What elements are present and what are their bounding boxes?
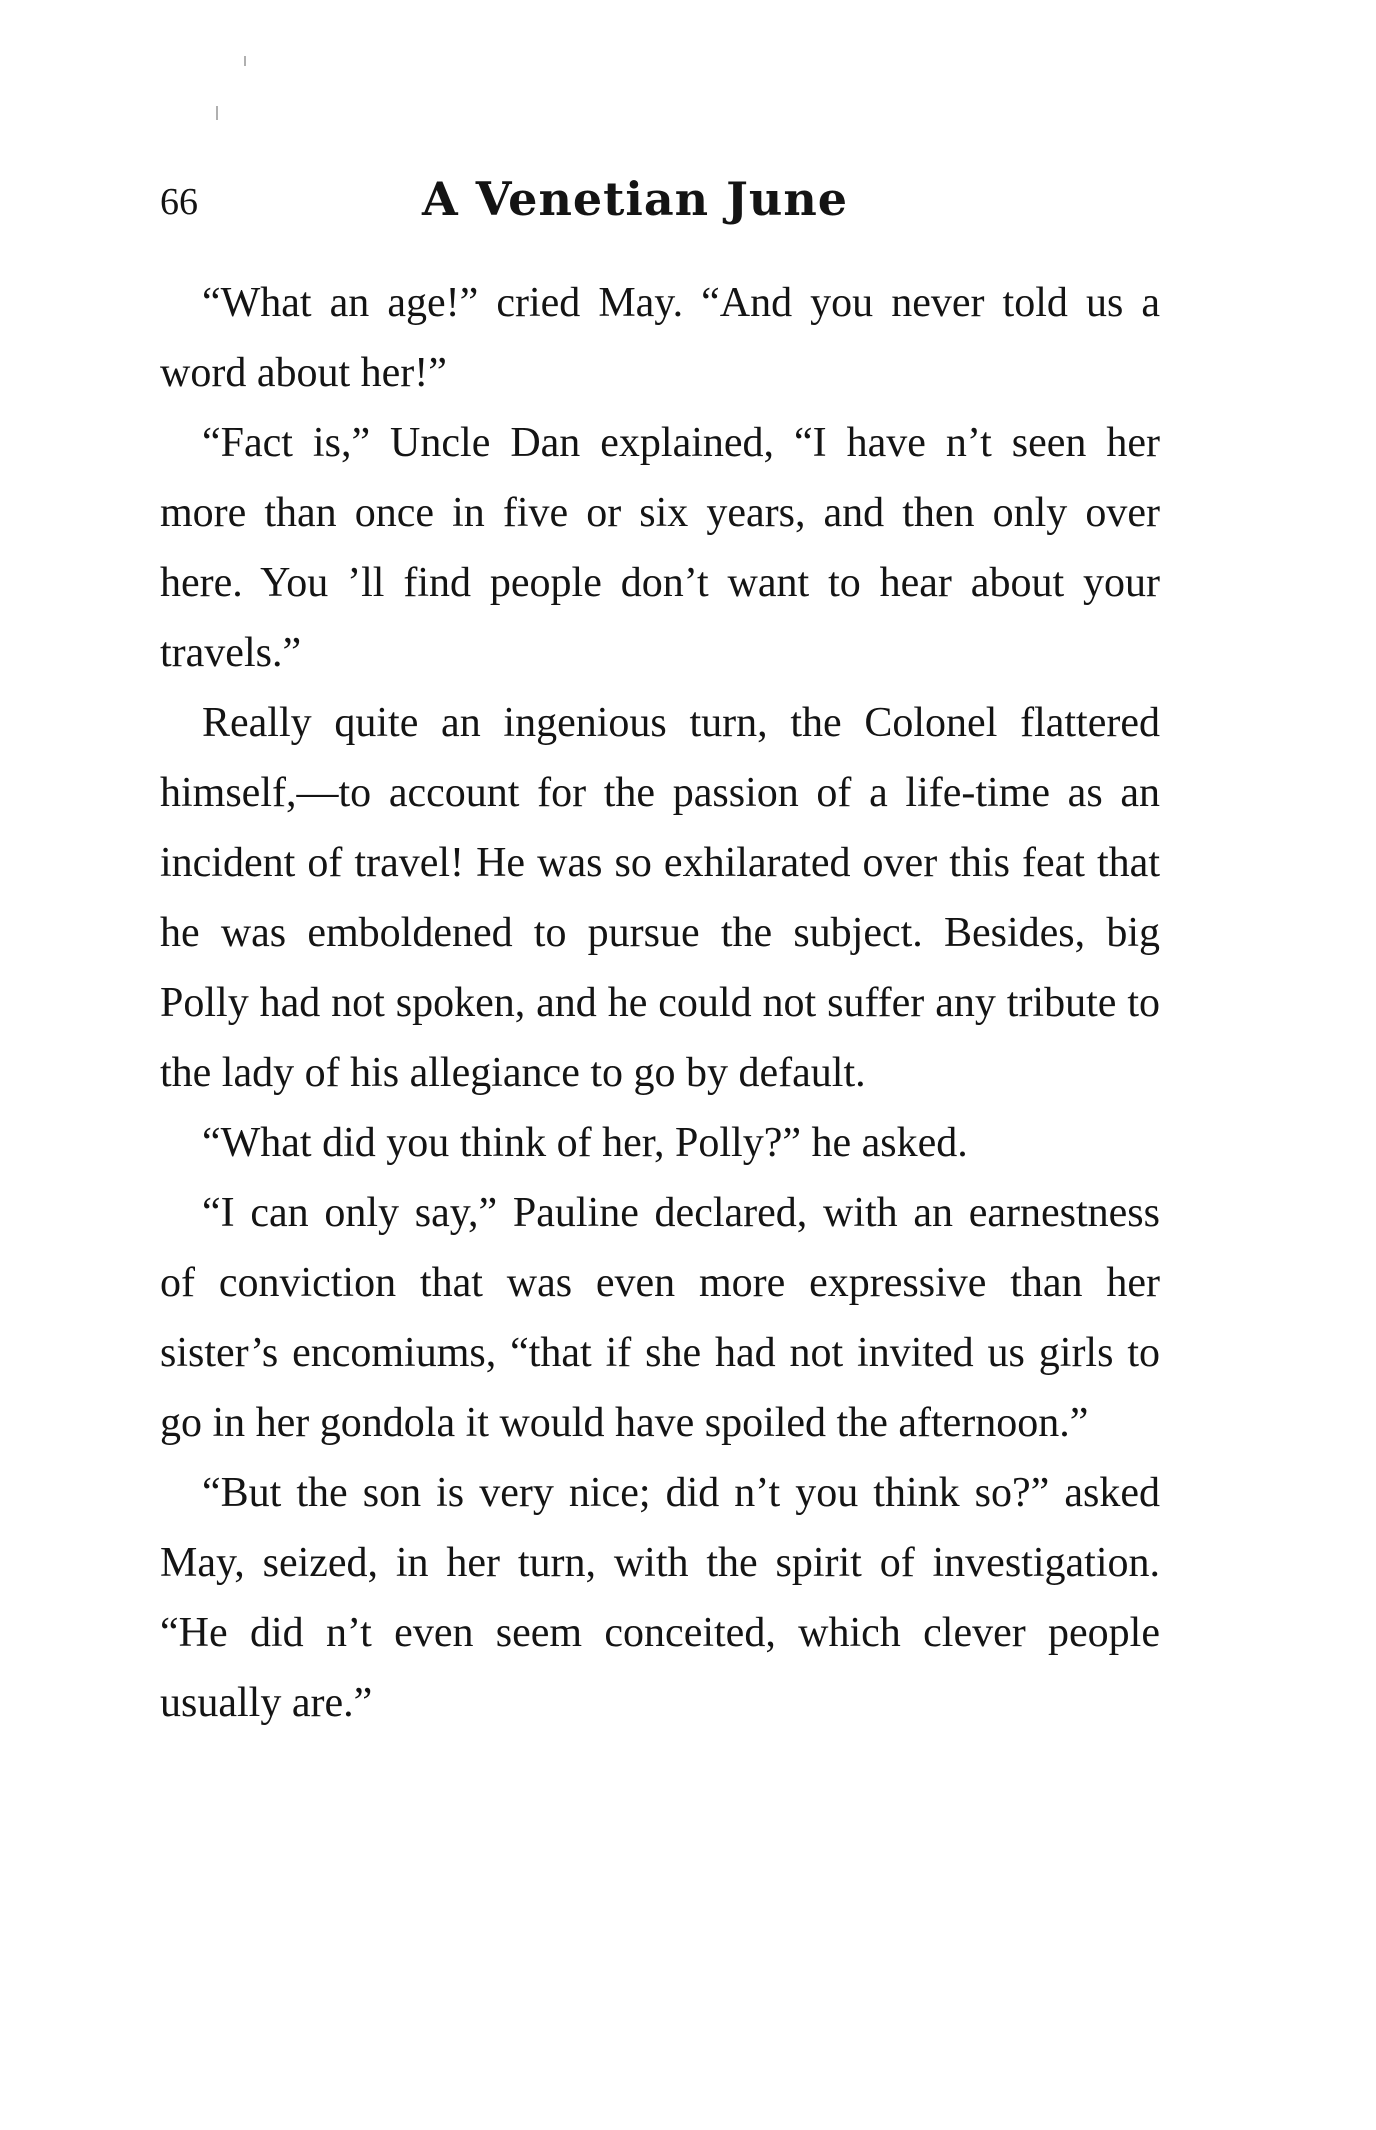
- paragraph-1: “What an age!” cried May. “And you never told us a word about her!”: [160, 280, 1160, 396]
- running-title: A Venetian June: [422, 172, 849, 226]
- paper-speck: [244, 56, 246, 66]
- paragraph-4: “What did you think of her, Polly?” he asked.: [202, 1120, 968, 1166]
- paragraph-5: “I can only say,” Pauline declared, with an earnestness of conviction that was even more expressive than her sister’s encomiums, “that if she had not invited us girls to go in her gondola it would have spoiled the afternoon.”: [160, 1190, 1160, 1446]
- body-text: [160, 268, 1160, 1738]
- page-number: 66: [160, 181, 198, 223]
- paragraph-3: Really quite an ingenious turn, the Colonel flattered himself,—to account for the passion of a life-time as an incident of travel! He was so exhilarated over this feat that he was emboldened to pursue the subject. Besides, big Polly had not spoken, and he could not suffer any tribute to the lady of his allegiance to go by default.: [160, 700, 1160, 1096]
- paragraph-6: “But the son is very nice; did n’t you think so?” asked May, seized, in her turn, with the spirit of investigation. “He did n’t even seem conceited, which clever people usually are.”: [160, 1470, 1160, 1726]
- page-header: [160, 172, 1160, 236]
- paragraph-2: “Fact is,” Uncle Dan explained, “I have n’t seen her more than once in five or six years, and then only over here. You ’ll find people don’t want to hear about your travels.”: [160, 420, 1160, 676]
- paper-speck: [216, 106, 218, 120]
